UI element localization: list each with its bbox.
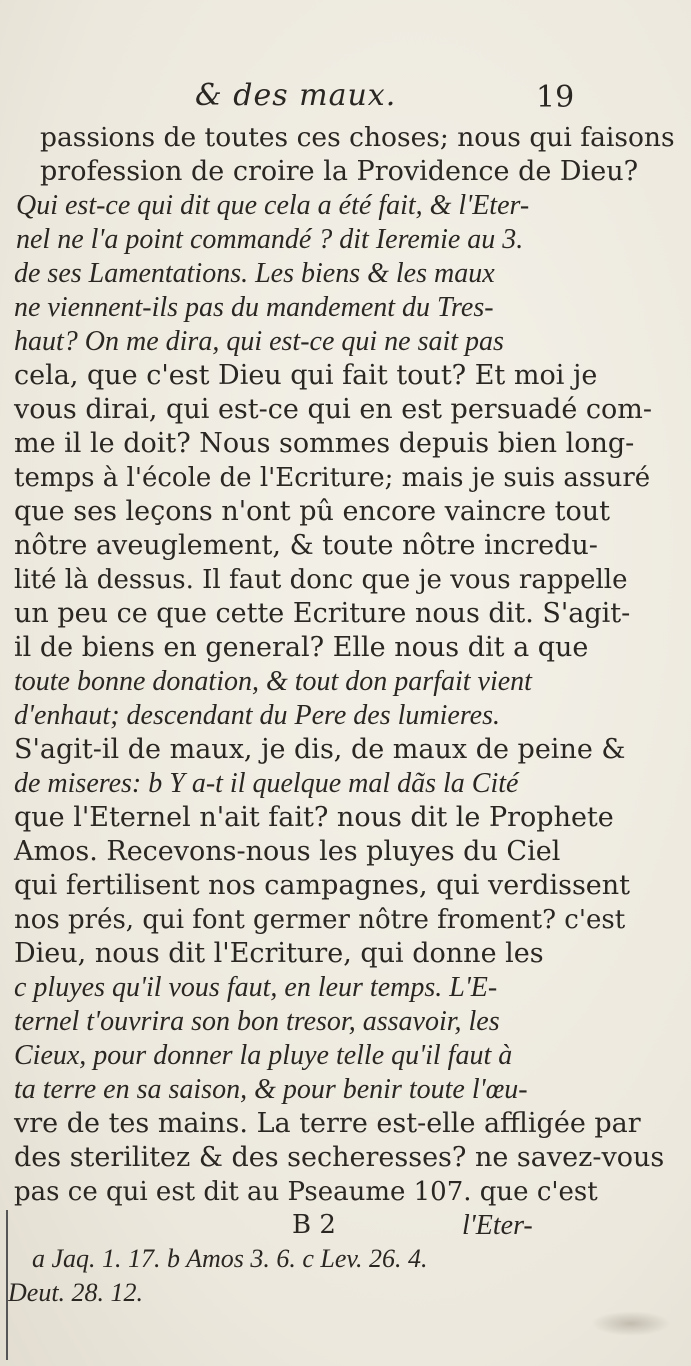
text-line: haut? On me dira, qui est-ce qui ne sait pas bbox=[14, 326, 504, 357]
text-line: lité là dessus. Il faut donc que je vous rappelle bbox=[14, 565, 628, 595]
text-line: un peu ce que cette Ecriture nous dit. S'agit- bbox=[14, 598, 631, 629]
text-line: temps à l'école de l'Ecriture; mais je suis assuré bbox=[14, 463, 651, 493]
text-line: il de biens en general? Elle nous dit a que bbox=[14, 632, 589, 663]
text-line: c pluyes qu'il vous faut, en leur temps. L'E- bbox=[14, 972, 498, 1003]
footnote-references: a Jaq. 1. 17. b Amos 3. 6. c Lev. 26. 4. bbox=[32, 1244, 428, 1273]
footnote-references-continued: Deut. 28. 12. bbox=[8, 1278, 144, 1307]
text-line: ne viennent-ils pas du mandement du Tres- bbox=[14, 292, 494, 323]
text-line: Dieu, nous dit l'Ecriture, qui donne les bbox=[14, 938, 544, 969]
catchword: l'Eter- bbox=[462, 1210, 533, 1241]
text-line: d'enhaut; descendant du Pere des lumieres. bbox=[14, 700, 501, 731]
page-number: 19 bbox=[536, 80, 575, 115]
text-line: de miseres: b Y a-t il quelque mal dãs la Cité bbox=[14, 768, 519, 799]
signature-mark: B 2 bbox=[292, 1210, 336, 1240]
text-line: profession de croire la Providence de Dieu? bbox=[40, 156, 639, 187]
text-line: S'agit-il de maux, je dis, de maux de peine & bbox=[14, 734, 626, 765]
running-title: & des maux. bbox=[195, 78, 397, 113]
text-line: qui fertilisent nos campagnes, qui verdissent bbox=[14, 870, 631, 901]
text-line: nos prés, qui font germer nôtre froment? c'est bbox=[14, 905, 626, 935]
text-line: des sterilitez & des secheresses? ne savez-vous bbox=[14, 1142, 665, 1173]
running-header bbox=[0, 78, 691, 118]
text-line: Cieux, pour donner la pluye telle qu'il faut à bbox=[14, 1040, 513, 1071]
text-line: me il le doit? Nous sommes depuis bien long- bbox=[14, 428, 635, 459]
text-line: nel ne l'a point commandé ? dit Ieremie au 3. bbox=[16, 224, 524, 255]
text-line: vre de tes mains. La terre est-elle affligée par bbox=[14, 1108, 641, 1139]
text-line: Amos. Recevons-nous les pluyes du Ciel bbox=[14, 836, 561, 867]
text-line: passions de toutes ces choses; nous qui faisons bbox=[40, 122, 675, 153]
text-line: de ses Lamentations. Les biens & les maux bbox=[14, 258, 495, 289]
text-line: ta terre en sa saison, & pour benir toute l'œu- bbox=[14, 1074, 528, 1105]
text-line: que l'Eternel n'ait fait? nous dit le Prophete bbox=[14, 802, 614, 833]
text-line: ternel t'ouvrira son bon tresor, assavoir, les bbox=[14, 1006, 500, 1037]
text-line: nôtre aveuglement, & toute nôtre incredu- bbox=[14, 530, 598, 561]
text-line: Qui est-ce qui dit que cela a été fait, & l'Eter- bbox=[16, 190, 530, 221]
text-line: pas ce qui est dit au Pseaume 107. que c'est bbox=[14, 1177, 598, 1207]
paper-smudge bbox=[591, 1311, 671, 1336]
text-line: toute bonne donation, & tout don parfait vient bbox=[14, 666, 532, 697]
text-line: vous dirai, qui est-ce qui en est persuadé com- bbox=[14, 394, 653, 425]
text-line: que ses leçons n'ont pû encore vaincre tout bbox=[14, 496, 610, 527]
text-line: cela, que c'est Dieu qui fait tout? Et moi je bbox=[14, 360, 598, 391]
page-edge-line bbox=[6, 1210, 8, 1360]
